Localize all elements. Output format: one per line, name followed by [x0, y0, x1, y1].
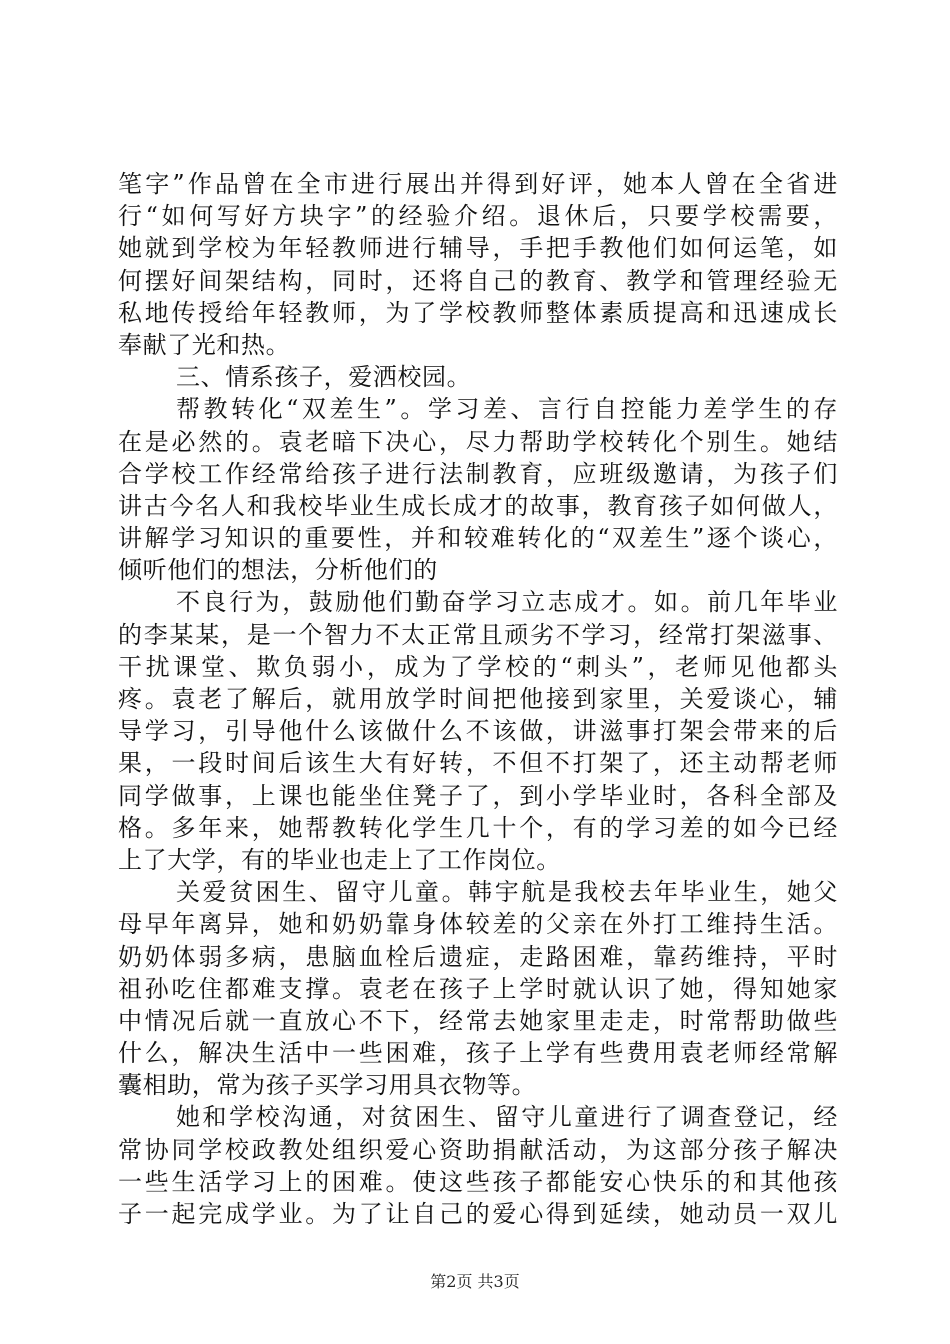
text-line: 母早年离异，她和奶奶靠身体较差的父亲在外打工维持生活。 [118, 910, 838, 939]
text-line: 祖孙吃住都难支撑。袁老在孩子上学时就认识了她，得知她家 [118, 974, 838, 1003]
page-footer: 第2页 共3页 [430, 1272, 520, 1291]
text-line: 她和学校沟通，对贫困生、留守儿童进行了调查登记，经 [176, 1103, 838, 1132]
text-line: 在是必然的。袁老暗下决心，尽力帮助学校转化个别生。她结 [118, 427, 838, 456]
text-line: 合学校工作经常给孩子进行法制教育，应班级邀请，为孩子们 [118, 459, 838, 488]
text-line: 她就到学校为年轻教师进行辅导，手把手教他们如何运笔，如 [118, 234, 838, 263]
text-line: 笔字”作品曾在全市进行展出并得到好评，她本人曾在全省进 [118, 170, 838, 198]
text-line: 导学习，引导他什么该做什么不该做，讲滋事打架会带来的后 [118, 717, 838, 746]
text-line: 何摆好间架结构，同时，还将自己的教育、教学和管理经验无 [118, 266, 838, 295]
text-line: 关爱贫困生、留守儿童。韩宇航是我校去年毕业生，她父 [176, 878, 838, 907]
text-line: 囊相助，常为孩子买学习用具衣物等。 [118, 1071, 537, 1100]
text-line: 三、情系孩子，爱洒校园。 [176, 363, 472, 392]
text-line: 行“如何写好方块字”的经验介绍。退休后，只要学校需要， [118, 202, 838, 231]
text-line: 同学做事，上课也能坐住凳子了，到小学毕业时，各科全部及 [118, 781, 838, 810]
text-line: 中情况后就一直放心不下，经常去她家里走走，时常帮助做些 [118, 1006, 838, 1035]
text-line: 上了大学，有的毕业也走上了工作岗位。 [118, 845, 561, 874]
text-line: 不良行为，鼓励他们勤奋学习立志成才。如。前几年毕业 [176, 588, 838, 617]
text-line: 果，一段时间后该生大有好转，不但不打架了，还主动帮老师 [118, 749, 838, 778]
text-line: 奉献了光和热。 [118, 330, 291, 359]
text-line: 讲解学习知识的重要性，并和较难转化的“双差生”逐个谈心， [118, 524, 838, 553]
text-line: 倾听他们的想法，分析他们的 [118, 556, 438, 585]
text-line: 讲古今名人和我校毕业生成长成才的故事，教育孩子如何做人， [118, 491, 838, 520]
text-line: 格。多年来，她帮教转化学生几十个，有的学习差的如今已经 [118, 813, 838, 842]
text-line: 一些生活学习上的困难。使这些孩子都能安心快乐的和其他孩 [118, 1167, 838, 1196]
text-line: 什么，解决生活中一些困难，孩子上学有些费用袁老师经常解 [118, 1039, 838, 1068]
text-line: 奶奶体弱多病，患脑血栓后遗症，走路困难，靠药维持，平时 [118, 942, 838, 971]
text-line: 子一起完成学业。为了让自己的爱心得到延续，她动员一双儿 [118, 1200, 838, 1228]
document-body [118, 168, 838, 1230]
text-line: 帮教转化“双差生”。学习差、言行自控能力差学生的存 [176, 395, 838, 424]
text-line: 干扰课堂、欺负弱小，成为了学校的“刺头”，老师见他都头 [118, 652, 838, 681]
text-line: 私地传授给年轻教师，为了学校教师整体素质提高和迅速成长 [118, 298, 838, 327]
text-line: 常协同学校政教处组织爱心资助捐献活动，为这部分孩子解决 [118, 1135, 838, 1164]
text-line: 的李某某，是一个智力不太正常且顽劣不学习，经常打架滋事、 [118, 620, 838, 649]
text-line: 疼。袁老了解后，就用放学时间把他接到家里，关爱谈心，辅 [118, 685, 838, 713]
